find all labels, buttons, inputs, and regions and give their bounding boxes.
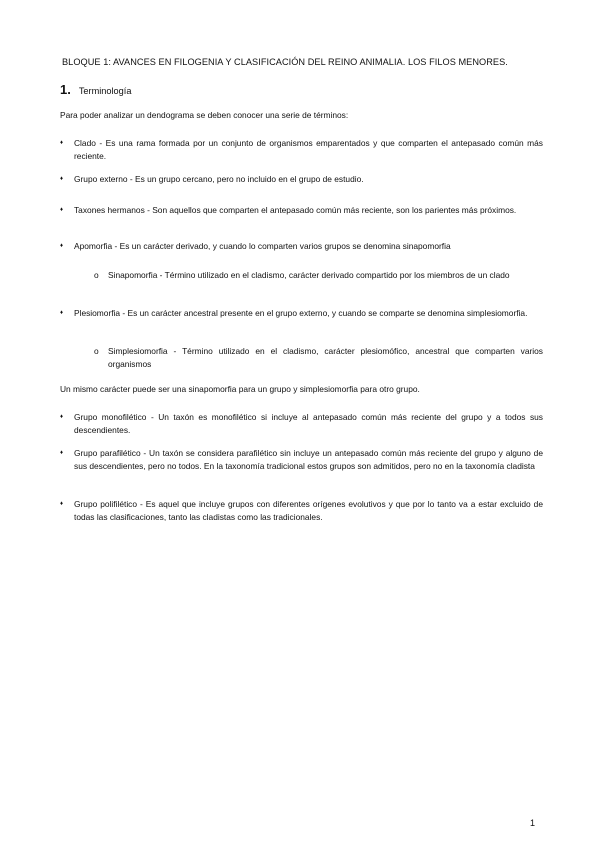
body-paragraph: Un mismo carácter puede ser una sinapomorfia para un grupo y simplesiomorfia para otro grupo. xyxy=(60,384,420,394)
term-apomorfia xyxy=(60,240,543,253)
section-heading xyxy=(60,82,131,97)
term-text: Clado - Es una rama formada por un conjunto de organismos emparentados y que comparten el antepasado común más reciente. xyxy=(74,138,543,161)
bullet-diamond-icon: ♦ xyxy=(60,207,64,213)
group-text: Grupo polifilético - Es aquel que incluye grupos con diferentes orígenes evolutivos y que por lo tanto va a estar excluido de todas las clasificaciones, tanto las cladistas como las tradicionales. xyxy=(74,499,543,522)
term-plesiomorfia xyxy=(60,307,543,320)
intro-text: Para poder analizar un dendograma se deben conocer una serie de términos: xyxy=(60,110,349,120)
term-grupo-externo xyxy=(60,173,543,186)
term-text: Apomorfia - Es un carácter derivado, y cuando lo comparten varios grupos se denomina sinapomorfia xyxy=(74,241,451,251)
bullet-diamond-icon: ♦ xyxy=(60,414,64,420)
subterm-text: Sinapomorfia - Término utilizado en el cladismo, carácter derivado compartido por los miembros de un clado xyxy=(108,270,510,280)
group-polifiletico xyxy=(60,498,543,524)
group-parafiletico xyxy=(60,447,543,473)
section-title: Terminología xyxy=(78,86,132,96)
sub-bullet-circle-icon: o xyxy=(94,346,99,356)
term-text: Taxones hermanos - Son aquellos que comparten el antepasado común más reciente, son los parientes más próximos. xyxy=(74,205,517,215)
sub-bullet-circle-icon: o xyxy=(94,270,99,280)
bullet-diamond-icon: ♦ xyxy=(60,450,64,456)
group-text: Grupo parafilético - Un taxón se considera parafilético sin incluye un antepasado común más reciente del grupo y alguno de sus descendientes, pero no todos. En la taxonomía tradicional estos grupos son admitidos, pero no en la taxonomía cladista xyxy=(74,448,543,471)
subterm-sinapomorfia xyxy=(94,269,543,282)
subterm-simplesiomorfia xyxy=(94,345,543,371)
term-text: Grupo externo - Es un grupo cercano, pero no incluido en el grupo de estudio. xyxy=(74,174,364,184)
bullet-diamond-icon: ♦ xyxy=(60,176,64,182)
term-taxones-hermanos xyxy=(60,204,543,217)
bullet-diamond-icon: ♦ xyxy=(60,310,64,316)
term-clado xyxy=(60,137,543,163)
bullet-diamond-icon: ♦ xyxy=(60,140,64,146)
group-monofiletico xyxy=(60,411,543,437)
section-number: 1. xyxy=(60,82,71,97)
term-text: Plesiomorfia - Es un carácter ancestral presente en el grupo externo, y cuando se comparte se denomina simplesiomorfia. xyxy=(74,308,528,318)
bullet-diamond-icon: ♦ xyxy=(60,243,64,249)
page-number: 1 xyxy=(530,818,536,828)
subterm-text: Simplesiomorfia - Término utilizado en el cladismo, carácter plesiomófico, ancestral que comparten varios organismos xyxy=(108,346,543,369)
document-title: BLOQUE 1: AVANCES EN FILOGENIA Y CLASIFICACIÓN DEL REINO ANIMALIA. LOS FILOS MENORES. xyxy=(62,57,508,67)
bullet-diamond-icon: ♦ xyxy=(60,501,64,507)
group-text: Grupo monofilético - Un taxón es monofilético si incluye al antepasado común más reciente del grupo y a todos sus descendientes. xyxy=(74,412,543,435)
